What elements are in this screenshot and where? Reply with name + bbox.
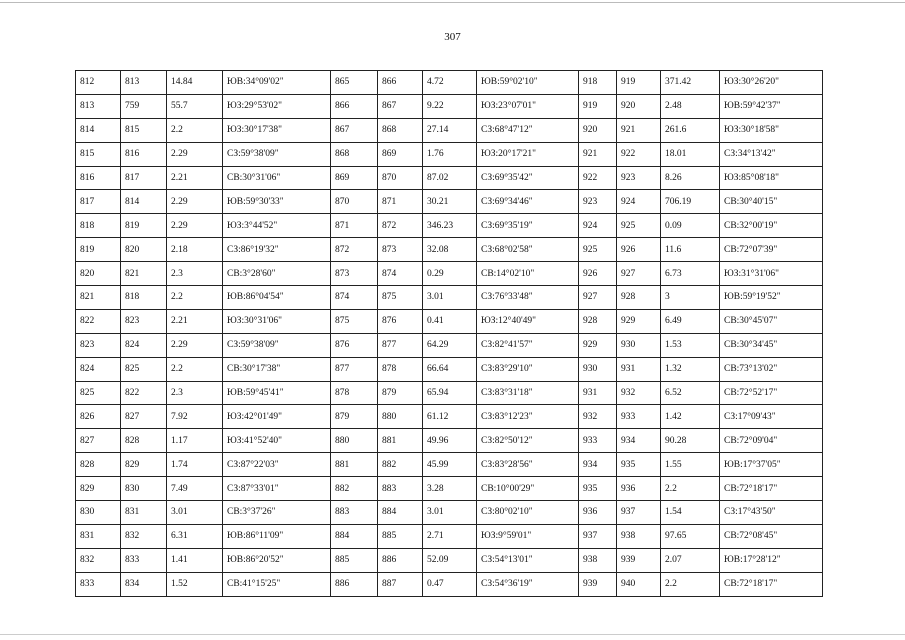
bearing-cell: СЗ:76°33'48" (477, 286, 579, 310)
from-point-cell: 831 (76, 524, 121, 548)
from-point-cell: 821 (76, 286, 121, 310)
bearing-cell: СВ:10°00'29" (477, 477, 579, 501)
to-point-cell: 832 (121, 524, 167, 548)
bearing-cell: СВ:72°07'39" (720, 238, 823, 262)
bearing-cell: СВ:30°40'15" (720, 190, 823, 214)
distance-cell: 2.2 (167, 357, 223, 381)
from-point-cell: 921 (579, 142, 617, 166)
bearing-cell: СЗ:69°34'46" (477, 190, 579, 214)
from-point-cell: 865 (331, 71, 378, 95)
distance-cell: 66.64 (423, 357, 477, 381)
bearing-cell: ЮВ:17°28'12" (720, 548, 823, 572)
to-point-cell: 925 (617, 214, 661, 238)
survey-bearings-table (75, 70, 823, 597)
to-point-cell: 878 (378, 357, 423, 381)
from-point-cell: 815 (76, 142, 121, 166)
bearing-cell: СЗ:59°38'09" (223, 333, 331, 357)
distance-cell: 1.41 (167, 548, 223, 572)
distance-cell: 2.2 (167, 286, 223, 310)
distance-cell: 1.55 (661, 453, 720, 477)
table-row (76, 501, 823, 525)
scan-edge-top (0, 2, 905, 3)
from-point-cell: 930 (579, 357, 617, 381)
to-point-cell: 821 (121, 262, 167, 286)
to-point-cell: 868 (378, 118, 423, 142)
bearing-cell: СВ:14°02'10" (477, 262, 579, 286)
table-row (76, 262, 823, 286)
bearing-cell: СВ:30°34'45" (720, 333, 823, 357)
bearing-cell: СЗ:69°35'42" (477, 166, 579, 190)
from-point-cell: 939 (579, 572, 617, 596)
to-point-cell: 817 (121, 166, 167, 190)
from-point-cell: 825 (76, 381, 121, 405)
table-row (76, 166, 823, 190)
to-point-cell: 920 (617, 94, 661, 118)
bearing-cell: ЮЗ:85°08'18" (720, 166, 823, 190)
bearing-cell: СЗ:82°41'57" (477, 333, 579, 357)
distance-cell: 2.3 (167, 262, 223, 286)
from-point-cell: 923 (579, 190, 617, 214)
bearing-cell: СВ:72°08'45" (720, 524, 823, 548)
bearing-cell: СВ:73°13'02" (720, 357, 823, 381)
from-point-cell: 922 (579, 166, 617, 190)
from-point-cell: 933 (579, 429, 617, 453)
bearing-cell: ЮЗ:3°44'52" (223, 214, 331, 238)
from-point-cell: 879 (331, 405, 378, 429)
bearing-cell: ЮЗ:30°31'06" (223, 309, 331, 333)
from-point-cell: 932 (579, 405, 617, 429)
to-point-cell: 926 (617, 238, 661, 262)
distance-cell: 3.28 (423, 477, 477, 501)
bearing-cell: ЮЗ:30°17'38" (223, 118, 331, 142)
table-row (76, 214, 823, 238)
distance-cell: 6.49 (661, 309, 720, 333)
to-point-cell: 759 (121, 94, 167, 118)
distance-cell: 7.49 (167, 477, 223, 501)
from-point-cell: 829 (76, 477, 121, 501)
to-point-cell: 928 (617, 286, 661, 310)
bearing-cell: СЗ:68°47'12" (477, 118, 579, 142)
bearing-cell: СВ:3°28'60" (223, 262, 331, 286)
distance-cell: 3.01 (423, 286, 477, 310)
from-point-cell: 826 (76, 405, 121, 429)
from-point-cell: 878 (331, 381, 378, 405)
bearing-cell: СЗ:87°22'03" (223, 453, 331, 477)
from-point-cell: 919 (579, 94, 617, 118)
from-point-cell: 824 (76, 357, 121, 381)
bearing-cell: СВ:3°37'26" (223, 501, 331, 525)
distance-cell: 1.32 (661, 357, 720, 381)
bearing-cell: СЗ:83°31'18" (477, 381, 579, 405)
to-point-cell: 936 (617, 477, 661, 501)
distance-cell: 2.21 (167, 309, 223, 333)
from-point-cell: 873 (331, 262, 378, 286)
distance-cell: 371.42 (661, 71, 720, 95)
from-point-cell: 935 (579, 477, 617, 501)
to-point-cell: 829 (121, 453, 167, 477)
distance-cell: 6.73 (661, 262, 720, 286)
distance-cell: 1.53 (661, 333, 720, 357)
to-point-cell: 930 (617, 333, 661, 357)
from-point-cell: 875 (331, 309, 378, 333)
to-point-cell: 933 (617, 405, 661, 429)
bearing-cell: ЮЗ:31°31'06" (720, 262, 823, 286)
bearing-cell: СЗ:59°38'09" (223, 142, 331, 166)
to-point-cell: 935 (617, 453, 661, 477)
from-point-cell: 822 (76, 309, 121, 333)
from-point-cell: 868 (331, 142, 378, 166)
from-point-cell: 828 (76, 453, 121, 477)
distance-cell: 6.52 (661, 381, 720, 405)
distance-cell: 2.29 (167, 190, 223, 214)
table-row (76, 524, 823, 548)
bearing-cell: ЮЗ:20°17'21" (477, 142, 579, 166)
distance-cell: 3.01 (167, 501, 223, 525)
table-row (76, 429, 823, 453)
to-point-cell: 881 (378, 429, 423, 453)
distance-cell: 18.01 (661, 142, 720, 166)
distance-cell: 45.99 (423, 453, 477, 477)
distance-cell: 2.3 (167, 381, 223, 405)
from-point-cell: 818 (76, 214, 121, 238)
distance-cell: 2.18 (167, 238, 223, 262)
table-row (76, 333, 823, 357)
bearing-cell: ЮВ:59°45'41" (223, 381, 331, 405)
to-point-cell: 939 (617, 548, 661, 572)
from-point-cell: 938 (579, 548, 617, 572)
from-point-cell: 813 (76, 94, 121, 118)
bearing-cell: СЗ:86°19'32" (223, 238, 331, 262)
distance-cell: 346.23 (423, 214, 477, 238)
bearing-cell: СВ:32°00'19" (720, 214, 823, 238)
to-point-cell: 834 (121, 572, 167, 596)
from-point-cell: 934 (579, 453, 617, 477)
scan-edge-bottom (0, 634, 905, 635)
to-point-cell: 813 (121, 71, 167, 95)
to-point-cell: 887 (378, 572, 423, 596)
bearing-cell: ЮВ:86°04'54" (223, 286, 331, 310)
distance-cell: 3.01 (423, 501, 477, 525)
bearing-cell: СЗ:82°50'12" (477, 429, 579, 453)
to-point-cell: 875 (378, 286, 423, 310)
to-point-cell: 867 (378, 94, 423, 118)
distance-cell: 3 (661, 286, 720, 310)
bearing-cell: СЗ:17°09'43" (720, 405, 823, 429)
from-point-cell: 876 (331, 333, 378, 357)
bearing-cell: ЮВ:59°42'37" (720, 94, 823, 118)
distance-cell: 1.42 (661, 405, 720, 429)
from-point-cell: 877 (331, 357, 378, 381)
distance-cell: 11.6 (661, 238, 720, 262)
to-point-cell: 877 (378, 333, 423, 357)
distance-cell: 261.6 (661, 118, 720, 142)
to-point-cell: 814 (121, 190, 167, 214)
from-point-cell: 823 (76, 333, 121, 357)
distance-cell: 4.72 (423, 71, 477, 95)
to-point-cell: 816 (121, 142, 167, 166)
distance-cell: 65.94 (423, 381, 477, 405)
distance-cell: 64.29 (423, 333, 477, 357)
from-point-cell: 867 (331, 118, 378, 142)
distance-cell: 2.29 (167, 142, 223, 166)
distance-cell: 1.52 (167, 572, 223, 596)
distance-cell: 49.96 (423, 429, 477, 453)
from-point-cell: 880 (331, 429, 378, 453)
from-point-cell: 832 (76, 548, 121, 572)
table-row (76, 381, 823, 405)
bearing-cell: ЮЗ:42°01'49" (223, 405, 331, 429)
bearing-cell: СВ:30°17'38" (223, 357, 331, 381)
bearing-cell: СЗ:83°28'56" (477, 453, 579, 477)
bearing-cell: СВ:72°18'17" (720, 477, 823, 501)
from-point-cell: 936 (579, 501, 617, 525)
distance-cell: 90.28 (661, 429, 720, 453)
to-point-cell: 831 (121, 501, 167, 525)
bearing-cell: ЮВ:86°20'52" (223, 548, 331, 572)
to-point-cell: 937 (617, 501, 661, 525)
to-point-cell: 872 (378, 214, 423, 238)
bearing-cell: СЗ:68°02'58" (477, 238, 579, 262)
to-point-cell: 815 (121, 118, 167, 142)
from-point-cell: 924 (579, 214, 617, 238)
bearing-cell: ЮВ:59°30'33" (223, 190, 331, 214)
distance-cell: 2.29 (167, 333, 223, 357)
from-point-cell: 833 (76, 572, 121, 596)
table-row (76, 190, 823, 214)
from-point-cell: 820 (76, 262, 121, 286)
bearing-cell: ЮВ:59°02'10" (477, 71, 579, 95)
to-point-cell: 932 (617, 381, 661, 405)
to-point-cell: 870 (378, 166, 423, 190)
table-row (76, 94, 823, 118)
to-point-cell: 819 (121, 214, 167, 238)
distance-cell: 27.14 (423, 118, 477, 142)
to-point-cell: 825 (121, 357, 167, 381)
from-point-cell: 925 (579, 238, 617, 262)
to-point-cell: 929 (617, 309, 661, 333)
from-point-cell: 926 (579, 262, 617, 286)
distance-cell: 2.2 (661, 572, 720, 596)
to-point-cell: 931 (617, 357, 661, 381)
distance-cell: 0.29 (423, 262, 477, 286)
table-row (76, 71, 823, 95)
to-point-cell: 871 (378, 190, 423, 214)
bearing-cell: СЗ:83°12'23" (477, 405, 579, 429)
to-point-cell: 923 (617, 166, 661, 190)
table-row (76, 548, 823, 572)
bearing-cell: ЮВ:59°19'52" (720, 286, 823, 310)
bearing-cell: ЮЗ:9°59'01" (477, 524, 579, 548)
from-point-cell: 830 (76, 501, 121, 525)
distance-cell: 2.48 (661, 94, 720, 118)
distance-cell: 2.07 (661, 548, 720, 572)
to-point-cell: 824 (121, 333, 167, 357)
bearing-cell: СЗ:54°13'01" (477, 548, 579, 572)
table-row (76, 142, 823, 166)
bearing-cell: СЗ:54°36'19" (477, 572, 579, 596)
to-point-cell: 921 (617, 118, 661, 142)
bearing-cell: ЮВ:86°11'09" (223, 524, 331, 548)
from-point-cell: 872 (331, 238, 378, 262)
to-point-cell: 830 (121, 477, 167, 501)
from-point-cell: 920 (579, 118, 617, 142)
distance-cell: 32.08 (423, 238, 477, 262)
bearing-cell: СЗ:83°29'10" (477, 357, 579, 381)
to-point-cell: 869 (378, 142, 423, 166)
bearing-cell: ЮЗ:12°40'49" (477, 309, 579, 333)
bearing-cell: СВ:30°45'07" (720, 309, 823, 333)
from-point-cell: 817 (76, 190, 121, 214)
to-point-cell: 938 (617, 524, 661, 548)
to-point-cell: 919 (617, 71, 661, 95)
distance-cell: 706.19 (661, 190, 720, 214)
distance-cell: 87.02 (423, 166, 477, 190)
table-row (76, 477, 823, 501)
distance-cell: 0.09 (661, 214, 720, 238)
from-point-cell: 866 (331, 94, 378, 118)
to-point-cell: 884 (378, 501, 423, 525)
table-row (76, 405, 823, 429)
distance-cell: 2.29 (167, 214, 223, 238)
bearing-cell: СВ:72°18'17" (720, 572, 823, 596)
from-point-cell: 929 (579, 333, 617, 357)
to-point-cell: 940 (617, 572, 661, 596)
to-point-cell: 924 (617, 190, 661, 214)
from-point-cell: 882 (331, 477, 378, 501)
distance-cell: 61.12 (423, 405, 477, 429)
bearing-cell: ЮВ:17°37'05" (720, 453, 823, 477)
to-point-cell: 876 (378, 309, 423, 333)
distance-cell: 1.76 (423, 142, 477, 166)
bearing-cell: СЗ:17°43'50" (720, 501, 823, 525)
to-point-cell: 883 (378, 477, 423, 501)
distance-cell: 2.2 (167, 118, 223, 142)
distance-cell: 2.21 (167, 166, 223, 190)
distance-cell: 55.7 (167, 94, 223, 118)
from-point-cell: 812 (76, 71, 121, 95)
distance-cell: 1.54 (661, 501, 720, 525)
bearing-cell: СЗ:87°33'01" (223, 477, 331, 501)
to-point-cell: 874 (378, 262, 423, 286)
to-point-cell: 820 (121, 238, 167, 262)
to-point-cell: 833 (121, 548, 167, 572)
to-point-cell: 922 (617, 142, 661, 166)
bearing-cell: СВ:30°31'06" (223, 166, 331, 190)
to-point-cell: 880 (378, 405, 423, 429)
to-point-cell: 823 (121, 309, 167, 333)
distance-cell: 30.21 (423, 190, 477, 214)
from-point-cell: 870 (331, 190, 378, 214)
from-point-cell: 885 (331, 548, 378, 572)
to-point-cell: 827 (121, 405, 167, 429)
to-point-cell: 866 (378, 71, 423, 95)
to-point-cell: 879 (378, 381, 423, 405)
from-point-cell: 884 (331, 524, 378, 548)
distance-cell: 14.84 (167, 71, 223, 95)
distance-cell: 6.31 (167, 524, 223, 548)
from-point-cell: 928 (579, 309, 617, 333)
bearing-cell: СЗ:80°02'10" (477, 501, 579, 525)
to-point-cell: 885 (378, 524, 423, 548)
distance-cell: 2.2 (661, 477, 720, 501)
to-point-cell: 882 (378, 453, 423, 477)
distance-cell: 1.74 (167, 453, 223, 477)
from-point-cell: 931 (579, 381, 617, 405)
distance-cell: 0.41 (423, 309, 477, 333)
page-number: 307 (444, 31, 461, 43)
from-point-cell: 814 (76, 118, 121, 142)
from-point-cell: 918 (579, 71, 617, 95)
table-row (76, 238, 823, 262)
bearing-cell: ЮЗ:30°26'20" (720, 71, 823, 95)
bearing-cell: СВ:72°09'04" (720, 429, 823, 453)
distance-cell: 7.92 (167, 405, 223, 429)
to-point-cell: 818 (121, 286, 167, 310)
from-point-cell: 927 (579, 286, 617, 310)
from-point-cell: 881 (331, 453, 378, 477)
bearing-cell: ЮЗ:41°52'40" (223, 429, 331, 453)
table-row (76, 286, 823, 310)
distance-cell: 1.17 (167, 429, 223, 453)
from-point-cell: 827 (76, 429, 121, 453)
distance-cell: 8.26 (661, 166, 720, 190)
from-point-cell: 883 (331, 501, 378, 525)
to-point-cell: 927 (617, 262, 661, 286)
distance-cell: 52.09 (423, 548, 477, 572)
from-point-cell: 874 (331, 286, 378, 310)
bearing-cell: ЮЗ:30°18'58" (720, 118, 823, 142)
distance-cell: 2.71 (423, 524, 477, 548)
from-point-cell: 816 (76, 166, 121, 190)
table-row (76, 357, 823, 381)
from-point-cell: 886 (331, 572, 378, 596)
table-row (76, 118, 823, 142)
to-point-cell: 886 (378, 548, 423, 572)
to-point-cell: 873 (378, 238, 423, 262)
from-point-cell: 869 (331, 166, 378, 190)
bearing-cell: ЮЗ:23°07'01" (477, 94, 579, 118)
table-row (76, 309, 823, 333)
bearing-cell: СЗ:34°13'42" (720, 142, 823, 166)
table-row (76, 572, 823, 596)
distance-cell: 97.65 (661, 524, 720, 548)
to-point-cell: 828 (121, 429, 167, 453)
to-point-cell: 934 (617, 429, 661, 453)
from-point-cell: 819 (76, 238, 121, 262)
bearing-cell: ЮЗ:29°53'02" (223, 94, 331, 118)
from-point-cell: 871 (331, 214, 378, 238)
bearing-cell: СВ:41°15'25" (223, 572, 331, 596)
to-point-cell: 822 (121, 381, 167, 405)
table-row (76, 453, 823, 477)
from-point-cell: 937 (579, 524, 617, 548)
bearing-cell: ЮВ:34°09'02" (223, 71, 331, 95)
distance-cell: 9.22 (423, 94, 477, 118)
bearing-cell: СВ:72°52'17" (720, 381, 823, 405)
bearing-cell: СЗ:69°35'19" (477, 214, 579, 238)
distance-cell: 0.47 (423, 572, 477, 596)
